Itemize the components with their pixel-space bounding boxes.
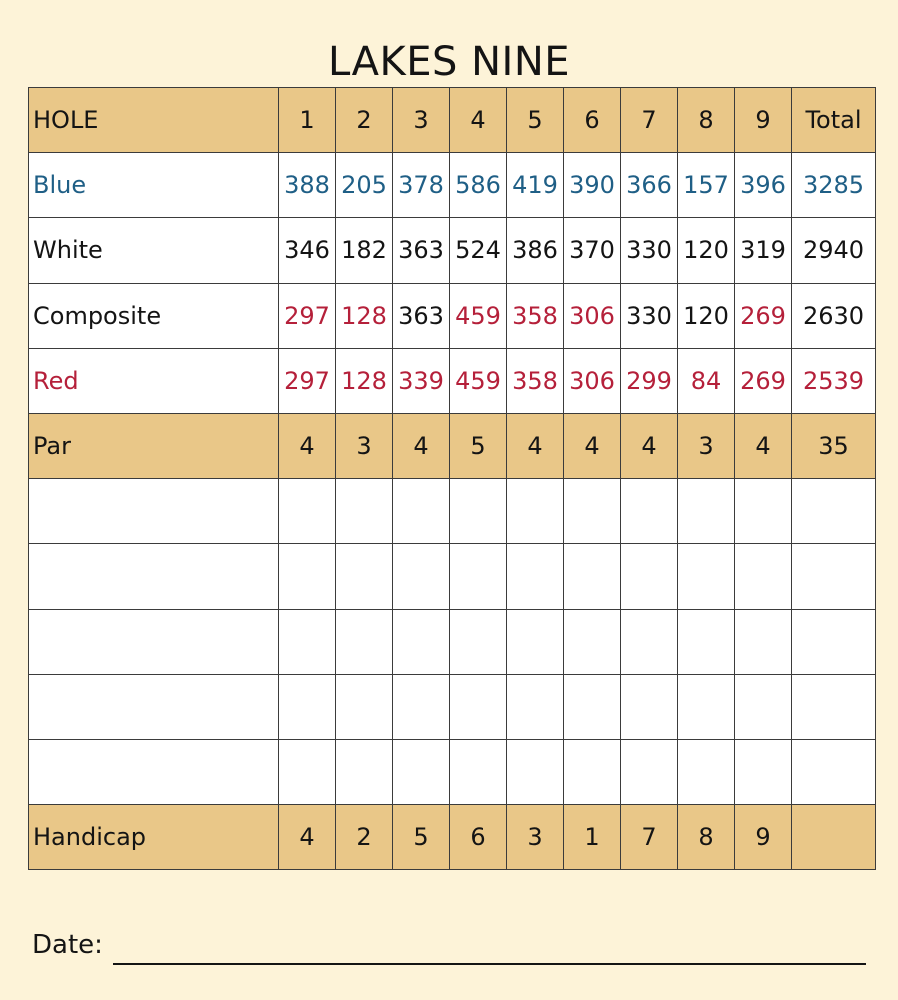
score-row-cell[interactable]	[336, 739, 393, 804]
tee-row-white	[29, 218, 876, 283]
header-row-label: HOLE	[29, 88, 279, 153]
header-row-cell: 2	[336, 88, 393, 153]
score-row-cell[interactable]	[678, 674, 735, 739]
score-row-cell[interactable]	[735, 479, 792, 544]
par-row-cell: 3	[336, 413, 393, 478]
header-row-cell: 5	[507, 88, 564, 153]
tee-row-composite-cell: 128	[336, 283, 393, 348]
header-row-cell: 6	[564, 88, 621, 153]
score-row-cell[interactable]	[564, 479, 621, 544]
score-row-cell[interactable]	[621, 544, 678, 609]
tee-row-red-cell: 358	[507, 348, 564, 413]
tee-row-white-cell: 319	[735, 218, 792, 283]
handicap-row-cell: 2	[336, 805, 393, 870]
scorecard-table	[28, 87, 876, 870]
par-row	[29, 413, 876, 478]
score-row-cell[interactable]	[678, 544, 735, 609]
score-row-cell[interactable]	[792, 479, 876, 544]
tee-row-white-cell: 524	[450, 218, 507, 283]
tee-row-red-cell: 339	[393, 348, 450, 413]
score-row-cell[interactable]	[792, 609, 876, 674]
header-row-cell: Total	[792, 88, 876, 153]
header-row-cell: 3	[393, 88, 450, 153]
score-row-cell[interactable]	[507, 674, 564, 739]
tee-row-blue-cell: 205	[336, 153, 393, 218]
tee-row-red	[29, 348, 876, 413]
tee-row-composite-cell: 306	[564, 283, 621, 348]
date-field[interactable]	[32, 925, 866, 965]
score-row-cell[interactable]	[450, 544, 507, 609]
tee-row-white-cell: 330	[621, 218, 678, 283]
score-row-cell[interactable]	[507, 609, 564, 674]
tee-row-white-cell: 363	[393, 218, 450, 283]
score-row-cell[interactable]	[393, 609, 450, 674]
score-row-cell[interactable]	[621, 609, 678, 674]
header-row-cell: 8	[678, 88, 735, 153]
par-row-cell: 4	[735, 413, 792, 478]
score-row-cell[interactable]	[735, 739, 792, 804]
score-row-cell[interactable]	[279, 479, 336, 544]
score-row-cell[interactable]	[393, 739, 450, 804]
score-row-cell[interactable]	[393, 544, 450, 609]
tee-row-composite-cell: 120	[678, 283, 735, 348]
score-row-cell[interactable]	[393, 674, 450, 739]
score-row-cell[interactable]	[279, 674, 336, 739]
tee-row-white-cell: 120	[678, 218, 735, 283]
tee-row-composite-cell: 297	[279, 283, 336, 348]
score-row-cell[interactable]	[678, 609, 735, 674]
score-row-cell[interactable]	[450, 479, 507, 544]
score-row	[29, 544, 876, 609]
tee-row-blue-cell: 419	[507, 153, 564, 218]
score-row-cell[interactable]	[735, 674, 792, 739]
tee-row-blue-cell: 3285	[792, 153, 876, 218]
score-row-cell[interactable]	[336, 674, 393, 739]
score-row-cell[interactable]	[336, 609, 393, 674]
handicap-row-cell: 1	[564, 805, 621, 870]
tee-row-red-cell: 84	[678, 348, 735, 413]
tee-row-blue-label: Blue	[29, 153, 279, 218]
score-row	[29, 674, 876, 739]
score-row-cell[interactable]	[336, 479, 393, 544]
tee-row-white-cell: 370	[564, 218, 621, 283]
handicap-row-cell	[792, 805, 876, 870]
score-row	[29, 609, 876, 674]
score-row-cell[interactable]	[621, 479, 678, 544]
score-row-cell[interactable]	[450, 674, 507, 739]
date-label: Date:	[32, 930, 103, 960]
header-row-cell: 7	[621, 88, 678, 153]
handicap-row-cell: 9	[735, 805, 792, 870]
tee-row-composite-cell: 330	[621, 283, 678, 348]
header-row-cell: 1	[279, 88, 336, 153]
tee-row-composite-cell: 459	[450, 283, 507, 348]
score-row-cell[interactable]	[507, 544, 564, 609]
score-row-cell[interactable]	[564, 609, 621, 674]
tee-row-red-cell: 297	[279, 348, 336, 413]
tee-row-blue-cell: 366	[621, 153, 678, 218]
score-row-cell[interactable]	[678, 739, 735, 804]
tee-row-red-cell: 2539	[792, 348, 876, 413]
score-row-cell[interactable]	[621, 739, 678, 804]
score-row	[29, 479, 876, 544]
tee-row-composite	[29, 283, 876, 348]
tee-row-blue-cell: 378	[393, 153, 450, 218]
score-row-cell[interactable]	[507, 479, 564, 544]
par-row-label: Par	[29, 413, 279, 478]
score-row-cell[interactable]	[393, 479, 450, 544]
tee-row-blue-cell: 157	[678, 153, 735, 218]
par-row-cell: 4	[564, 413, 621, 478]
handicap-row-label: Handicap	[29, 805, 279, 870]
tee-row-blue-cell: 396	[735, 153, 792, 218]
score-row-cell[interactable]	[450, 609, 507, 674]
tee-row-composite-cell: 2630	[792, 283, 876, 348]
header-row-cell: 9	[735, 88, 792, 153]
tee-row-composite-cell: 269	[735, 283, 792, 348]
tee-row-white-cell: 346	[279, 218, 336, 283]
score-row-cell[interactable]	[792, 544, 876, 609]
tee-row-blue-cell: 586	[450, 153, 507, 218]
score-row-cell[interactable]	[621, 674, 678, 739]
header-row	[29, 88, 876, 153]
score-row-cell[interactable]	[507, 739, 564, 804]
handicap-row-cell: 6	[450, 805, 507, 870]
par-row-cell: 5	[450, 413, 507, 478]
score-row-label	[29, 544, 279, 609]
score-row-cell[interactable]	[678, 479, 735, 544]
score-row-cell[interactable]	[735, 609, 792, 674]
handicap-row-cell: 3	[507, 805, 564, 870]
handicap-row-cell: 8	[678, 805, 735, 870]
tee-row-red-cell: 269	[735, 348, 792, 413]
score-row-cell[interactable]	[792, 674, 876, 739]
tee-row-blue	[29, 153, 876, 218]
par-row-cell: 4	[393, 413, 450, 478]
score-row-cell[interactable]	[735, 544, 792, 609]
tee-row-composite-cell: 363	[393, 283, 450, 348]
par-row-cell: 3	[678, 413, 735, 478]
handicap-row	[29, 805, 876, 870]
score-row-cell[interactable]	[279, 544, 336, 609]
score-row	[29, 739, 876, 804]
handicap-row-cell: 7	[621, 805, 678, 870]
tee-row-red-cell: 128	[336, 348, 393, 413]
score-row-label	[29, 479, 279, 544]
score-row-cell[interactable]	[279, 739, 336, 804]
score-row-cell[interactable]	[279, 609, 336, 674]
tee-row-white-label: White	[29, 218, 279, 283]
par-row-cell: 4	[621, 413, 678, 478]
tee-row-white-cell: 182	[336, 218, 393, 283]
score-row-label	[29, 674, 279, 739]
handicap-row-cell: 5	[393, 805, 450, 870]
par-row-cell: 35	[792, 413, 876, 478]
date-line[interactable]	[113, 933, 866, 965]
score-row-label	[29, 739, 279, 804]
score-row-cell[interactable]	[564, 739, 621, 804]
tee-row-red-label: Red	[29, 348, 279, 413]
tee-row-blue-cell: 390	[564, 153, 621, 218]
score-row-cell[interactable]	[564, 674, 621, 739]
score-row-cell[interactable]	[450, 739, 507, 804]
tee-row-composite-cell: 358	[507, 283, 564, 348]
scorecard-title: LAKES NINE	[327, 39, 571, 85]
tee-row-red-cell: 459	[450, 348, 507, 413]
par-row-cell: 4	[279, 413, 336, 478]
tee-row-red-cell: 299	[621, 348, 678, 413]
handicap-row-cell: 4	[279, 805, 336, 870]
score-row-label	[29, 609, 279, 674]
score-row-cell[interactable]	[336, 544, 393, 609]
score-row-cell[interactable]	[564, 544, 621, 609]
tee-row-white-cell: 2940	[792, 218, 876, 283]
score-row-cell[interactable]	[792, 739, 876, 804]
tee-row-blue-cell: 388	[279, 153, 336, 218]
tee-row-white-cell: 386	[507, 218, 564, 283]
par-row-cell: 4	[507, 413, 564, 478]
tee-row-red-cell: 306	[564, 348, 621, 413]
tee-row-composite-label: Composite	[29, 283, 279, 348]
header-row-cell: 4	[450, 88, 507, 153]
